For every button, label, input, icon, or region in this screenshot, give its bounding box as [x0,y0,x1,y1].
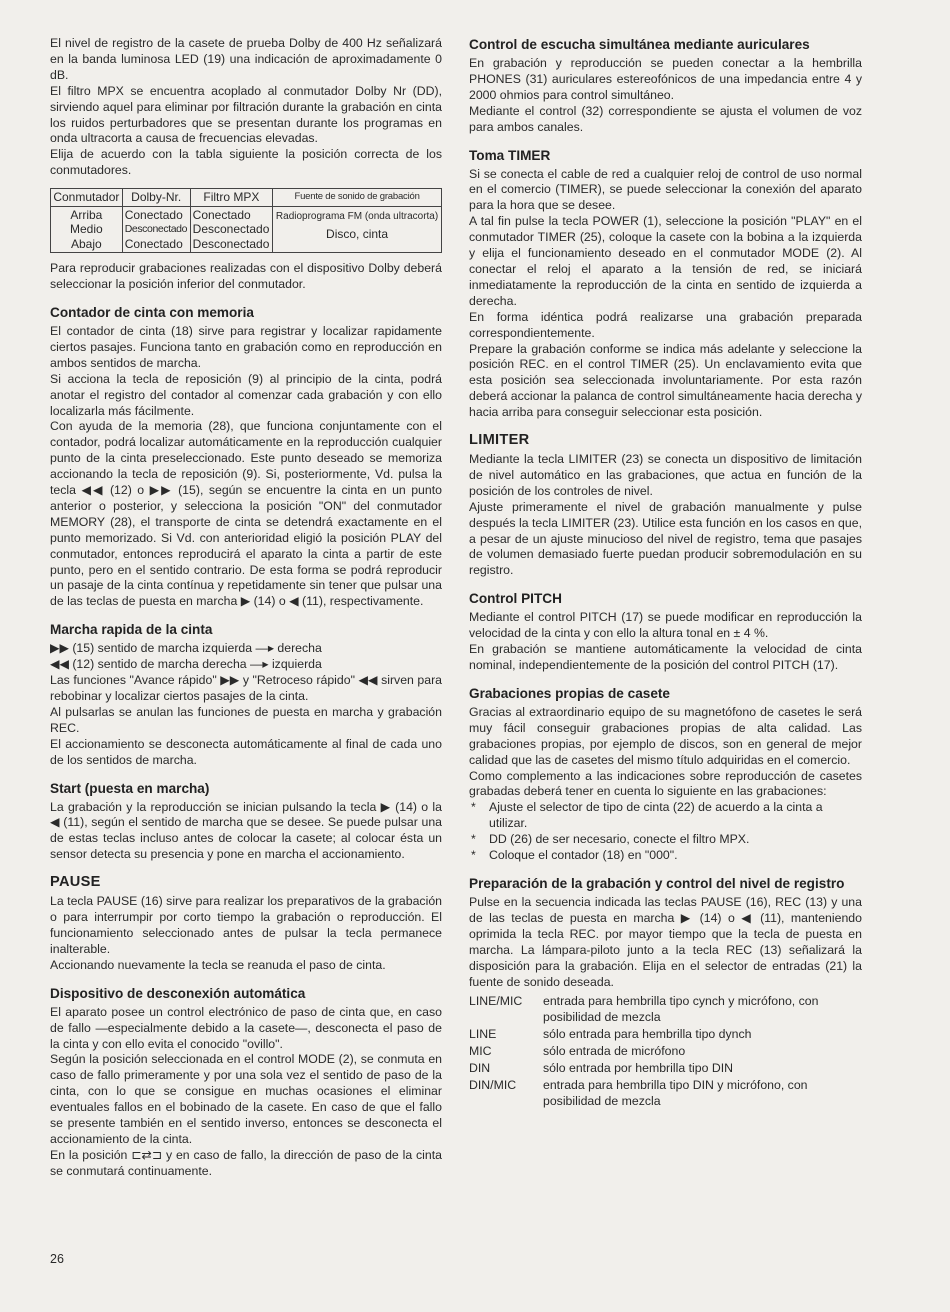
pitch-paragraph-2: En grabación se mantiene automáticamente la velocidad de cinta nominal, independientemente de la posición del control PITCH (17). [469,642,862,672]
list-item [471,800,862,832]
start-paragraph: La grabación y la reproducción se inician pulsando la tecla ▶ (14) o la ◀ (11), según el sentido de marcha que se desee. Se puede pulsar una de estas teclas incluso antes de colocar la casete; al colocar ésta un sensor detecta su presencia y pone en marcha el accionamiento. [50,799,442,862]
input-label: LINE/MIC [469,994,523,1009]
table-cell: Desconectado [192,222,270,237]
intro-paragraph-2: El filtro MPX se encuentra acoplado al conmutador Dolby Nr (DD), sirviendo aquel para eliminar por filtración durante la grabación en cinta los ruidos perturbadores que se presentan durante los programas en onda ultracorta a causa de frecuencias elevadas. [50,83,442,146]
pitch-paragraph-1: Mediante el control PITCH (17) se puede modificar en reproducción la velocidad de la cinta y con ello la altura tonal en ± 4 %. [469,610,862,641]
page-number: 26 [50,1252,64,1266]
input-description: entrada para hembrilla tipo cynch y micrófono, con posibilidad de mezcla [543,994,819,1025]
table-cell: Desconectado [192,236,270,251]
table-dolby-cell [122,206,190,253]
list-item [471,848,862,864]
heading-start: Start (puesta en marcha) [50,780,210,796]
table-cell: Arriba [70,207,103,222]
table-cell: Radioprograma FM (onda ultracorta) [275,210,439,222]
fast-wind-paragraph-2: Al pulsarlas se anulan las funciones de puesta en marcha y grabación REC. [50,704,442,735]
input-label: LINE [469,1027,497,1042]
right-column [469,36,862,1110]
table-cell: Conectado [124,236,183,251]
table-body-row [51,206,442,253]
table-cell: Desconectado [124,223,188,236]
table-positions-cell [51,206,123,253]
table-cell: Conectado [124,207,183,222]
counter-paragraph-3: Con ayuda de la memoria (28), que funciona conjuntamente con el contador, podrá localizar automáticamente en la reproducción cualquier punto de la cinta preseleccionado. Este punto deseado se memoriza accionando la tecla de reposición (9). Si, posteriormente, Vd. pulsa la tecla ◀◀ (12) o ▶▶ (15), según se encuentre la cinta en un punto anterior o posterior, y selecciona la posición "ON" del conmutador MEMORY (28), el transporte de cinta se detendrá exactamente en el punto memorizado. Si Vd. con anterioridad eligió la posición PLAY del conmutador, entonces reproducirá el aparato la cinta a partir de este punto, pero en el sentido contrario. De esta forma se podrá reproducir un pasaje de la cinta contínua y repetidamente sin tener que pulsar una de las teclas de puesta en marcha ▶ (14) o ◀ (11), respectivamente. [50,419,442,609]
input-label: DIN/MIC [469,1077,517,1092]
input-label: MIC [469,1044,492,1059]
own-recordings-paragraph-1: Gracias al extraordinario equipo de su magnetófono de casetes le será muy fácil conseguir grabaciones propias de alta calidad. Las grabaciones propias, por ejemplo de discos, son en general de mejor calidad que las de casetes del mismo título adquiridas en el comercio. [469,704,862,767]
input-description: sólo entrada para hembrilla tipo dynch [543,1027,752,1042]
input-label: DIN [469,1061,491,1076]
list-item [471,832,862,848]
table-header-mpx: Filtro MPX [190,189,272,207]
fast-wind-paragraph-3: El accionamiento se desconecta automáticamente al final de cada uno de los sentidos de marcha. [50,736,442,767]
pause-paragraph-1: La tecla PAUSE (16) sirve para realizar los preparativos de la grabación o para interrumpir por corto tiempo la grabación o reproducción. El funcionamiento seleccionado antes de pulsar la tecla permanece inalterable. [50,894,442,956]
timer-paragraph-4: Prepare la grabación conforme se indica más adelante y seleccione la posición REC. en el control TIMER (25). Un enclavamiento evita que esta posición sea seleccionada involuntariamente. Por esta razón deberá accionar la palanca de control simultáneamente hacia derecha y hacia arriba para conseguir seleccionar esta posición. [469,341,862,420]
heading-timer: Toma TIMER [469,147,551,163]
table-mpx-cell [190,206,272,253]
auto-stop-paragraph-2: Según la posición seleccionada en el control MODE (2), se conmuta en caso de fallo primeramente y por una sola vez el sentido de paso de la cinta, con lo que se consigue en muchas ocasiones el eliminar eventuales fallos en el bobinado de la casete. En caso de que el fallo se presente también en el sentido inverso, entonces se desconecta el accionamiento de la cinta. [50,1052,442,1146]
limiter-paragraph-1: Mediante la tecla LIMITER (23) se conecta un dispositivo de limitación de nivel automático en las grabaciones, que actua en función de la posición de los controles de nivel. [469,452,862,498]
timer-paragraph-3: En forma idéntica podrá realizarse una grabación preparada correspondientemente. [469,309,862,340]
rewind-line: ◀◀ (12) sentido de marcha derecha —▸ izquierda [50,657,322,672]
table-cell: Conectado [192,207,251,222]
pause-paragraph-2: Accionando nuevamente la tecla se reanuda el paso de cinta. [50,957,386,972]
counter-paragraph-2: Si acciona la tecla de reposición (9) al principio de la cinta, podrá anotar el registro del contador al comenzar cada grabación y con ello localizarla más fácilmente. [50,371,442,418]
table-header-row [51,189,442,207]
own-recordings-paragraph-2: Como complemento a las indicaciones sobre reproducción de casetes grabadas deberá tener en cuenta lo siguiente en las grabaciones: [469,768,862,799]
bullet-mark: * [471,800,476,815]
input-description: sólo entrada de micrófono [543,1044,686,1059]
table-cell: Disco, cinta [326,226,389,241]
table-header-source: Fuente de sonido de grabación [273,189,442,207]
auto-stop-paragraph-1: El aparato posee un control electrónico de paso de cinta que, en caso de fallo —especialmente debido a la casete—, desconecta el paso de la cinta y con ello evita el conocido "ovillo". [50,1004,442,1051]
headphones-paragraph-1: En grabación y reproducción se pueden conectar a la hembrilla PHONES (31) auriculares estereofónicos de una impedancia entre 4 y 2000 ohmios para control simultáneo. [469,56,862,102]
fast-forward-line: ▶▶ (15) sentido de marcha izquierda —▸ derecha [50,641,322,656]
recording-prep-paragraph: Pulse en la secuencia indicada las teclas PAUSE (16), REC (13) y una de las teclas de puesta en marcha ▶ (14) o ◀ (11), manteniendo oprimida la tecla REC. por mayor tiempo que la tecla de puesta en marcha. La lámpara-piloto junto a la tecla REC (13) señalizará la disposición para la grabación. Elija en el selector de entradas (21) la fuente de sonido deseada. [469,894,862,989]
bullet-mark: * [471,848,476,863]
heading-fast-wind: Marcha rapida de la cinta [50,622,213,638]
timer-paragraph-1: Si se conecta el cable de red a cualquier reloj de control de uso normal en el comercio (TIMER), se puede seleccionar la conexión del aparato para la hora que se desee. [469,166,862,213]
fast-wind-paragraph-1: Las funciones "Avance rápido" ▶▶ y "Retroceso rápido" ◀◀ sirven para rebobinar y localizar ciertos pasajes de la cinta. [50,673,442,703]
auto-stop-paragraph-3: En la posición ⊏⇄⊐ y en caso de fallo, la dirección de paso de la cinta se conmutará continuamente. [50,1147,442,1178]
heading-pitch: Control PITCH [469,591,562,607]
table-source-cell [273,206,442,253]
bullet-text: Coloque el contador (18) en "000". [489,848,678,863]
table-header-dolby: Dolby-Nr. [122,189,190,207]
headphones-paragraph-2: Mediante el control (32) correspondiente se ajusta el volumen de voz para ambos canales. [469,103,862,134]
after-table-paragraph: Para reproducir grabaciones realizadas con el dispositivo Dolby deberá seleccionar la posición inferior del conmutador. [50,261,442,292]
heading-tape-counter: Contador de cinta con memoria [50,304,254,320]
heading-limiter: LIMITER [469,432,530,449]
table-header-switch: Conmutador [51,189,123,207]
bullet-text: DD (26) de ser necesario, conecte el filtro MPX. [489,832,750,847]
limiter-paragraph-2: Ajuste primeramente el nivel de grabación manualmente y pulse después la tecla LIMITER (23). Utilice esta función en los casos en que, a pesar de un ajuste minucioso del nivel de registro, tema que pasajes de volumen demasiado fuerte puedan producir sobremodulación en su registro. [469,499,862,578]
heading-recording-prep: Preparación de la grabación y control del nivel de registro [469,875,845,891]
input-selector-list [469,994,862,1109]
heading-headphones: Control de escucha simultánea mediante auriculares [469,37,810,52]
intro-paragraph-1: El nivel de registro de la casete de prueba Dolby de 400 Hz señalizará en la banda luminosa LED (19) una indicación de aproximadamente 0 dB. [50,36,442,82]
heading-auto-stop: Dispositivo de desconexión automática [50,985,306,1001]
input-description: sólo entrada por hembrilla tipo DIN [543,1061,734,1076]
heading-pause: PAUSE [50,874,101,891]
switch-position-table [50,188,442,253]
counter-paragraph-1: El contador de cinta (18) sirve para registrar y localizar rapidamente ciertos pasajes. Funciona tanto en grabación como en reproducción en ambos sentidos de marcha. [50,323,442,370]
table-cell: Abajo [71,236,102,251]
left-column [50,36,442,1180]
intro-paragraph-3: Elija de acuerdo con la tabla siguiente la posición correcta de los conmutadores. [50,147,442,178]
bullet-text: Ajuste el selector de tipo de cinta (22) de acuerdo a la cinta a utilizar. [489,800,823,831]
timer-paragraph-2: A tal fin pulse la tecla POWER (1), seleccione la posición "PLAY" en el conmutador TIMER (25), coloque la casete con la bobina a la izquierda y elija el funcionamiento deseado en el conmutador MODE (2). Al conectar el reloj el aparato a la tensión de red, se iniciará inmediatamente la reproducción de la cinta en sentido de izquierda a derecha. [469,214,862,308]
input-description: entrada para hembrilla tipo DIN y micrófono, con posibilidad de mezcla [543,1077,808,1108]
table-cell: Medio [70,222,103,237]
heading-own-recordings: Grabaciones propias de casete [469,685,670,701]
bullet-mark: * [471,832,476,847]
